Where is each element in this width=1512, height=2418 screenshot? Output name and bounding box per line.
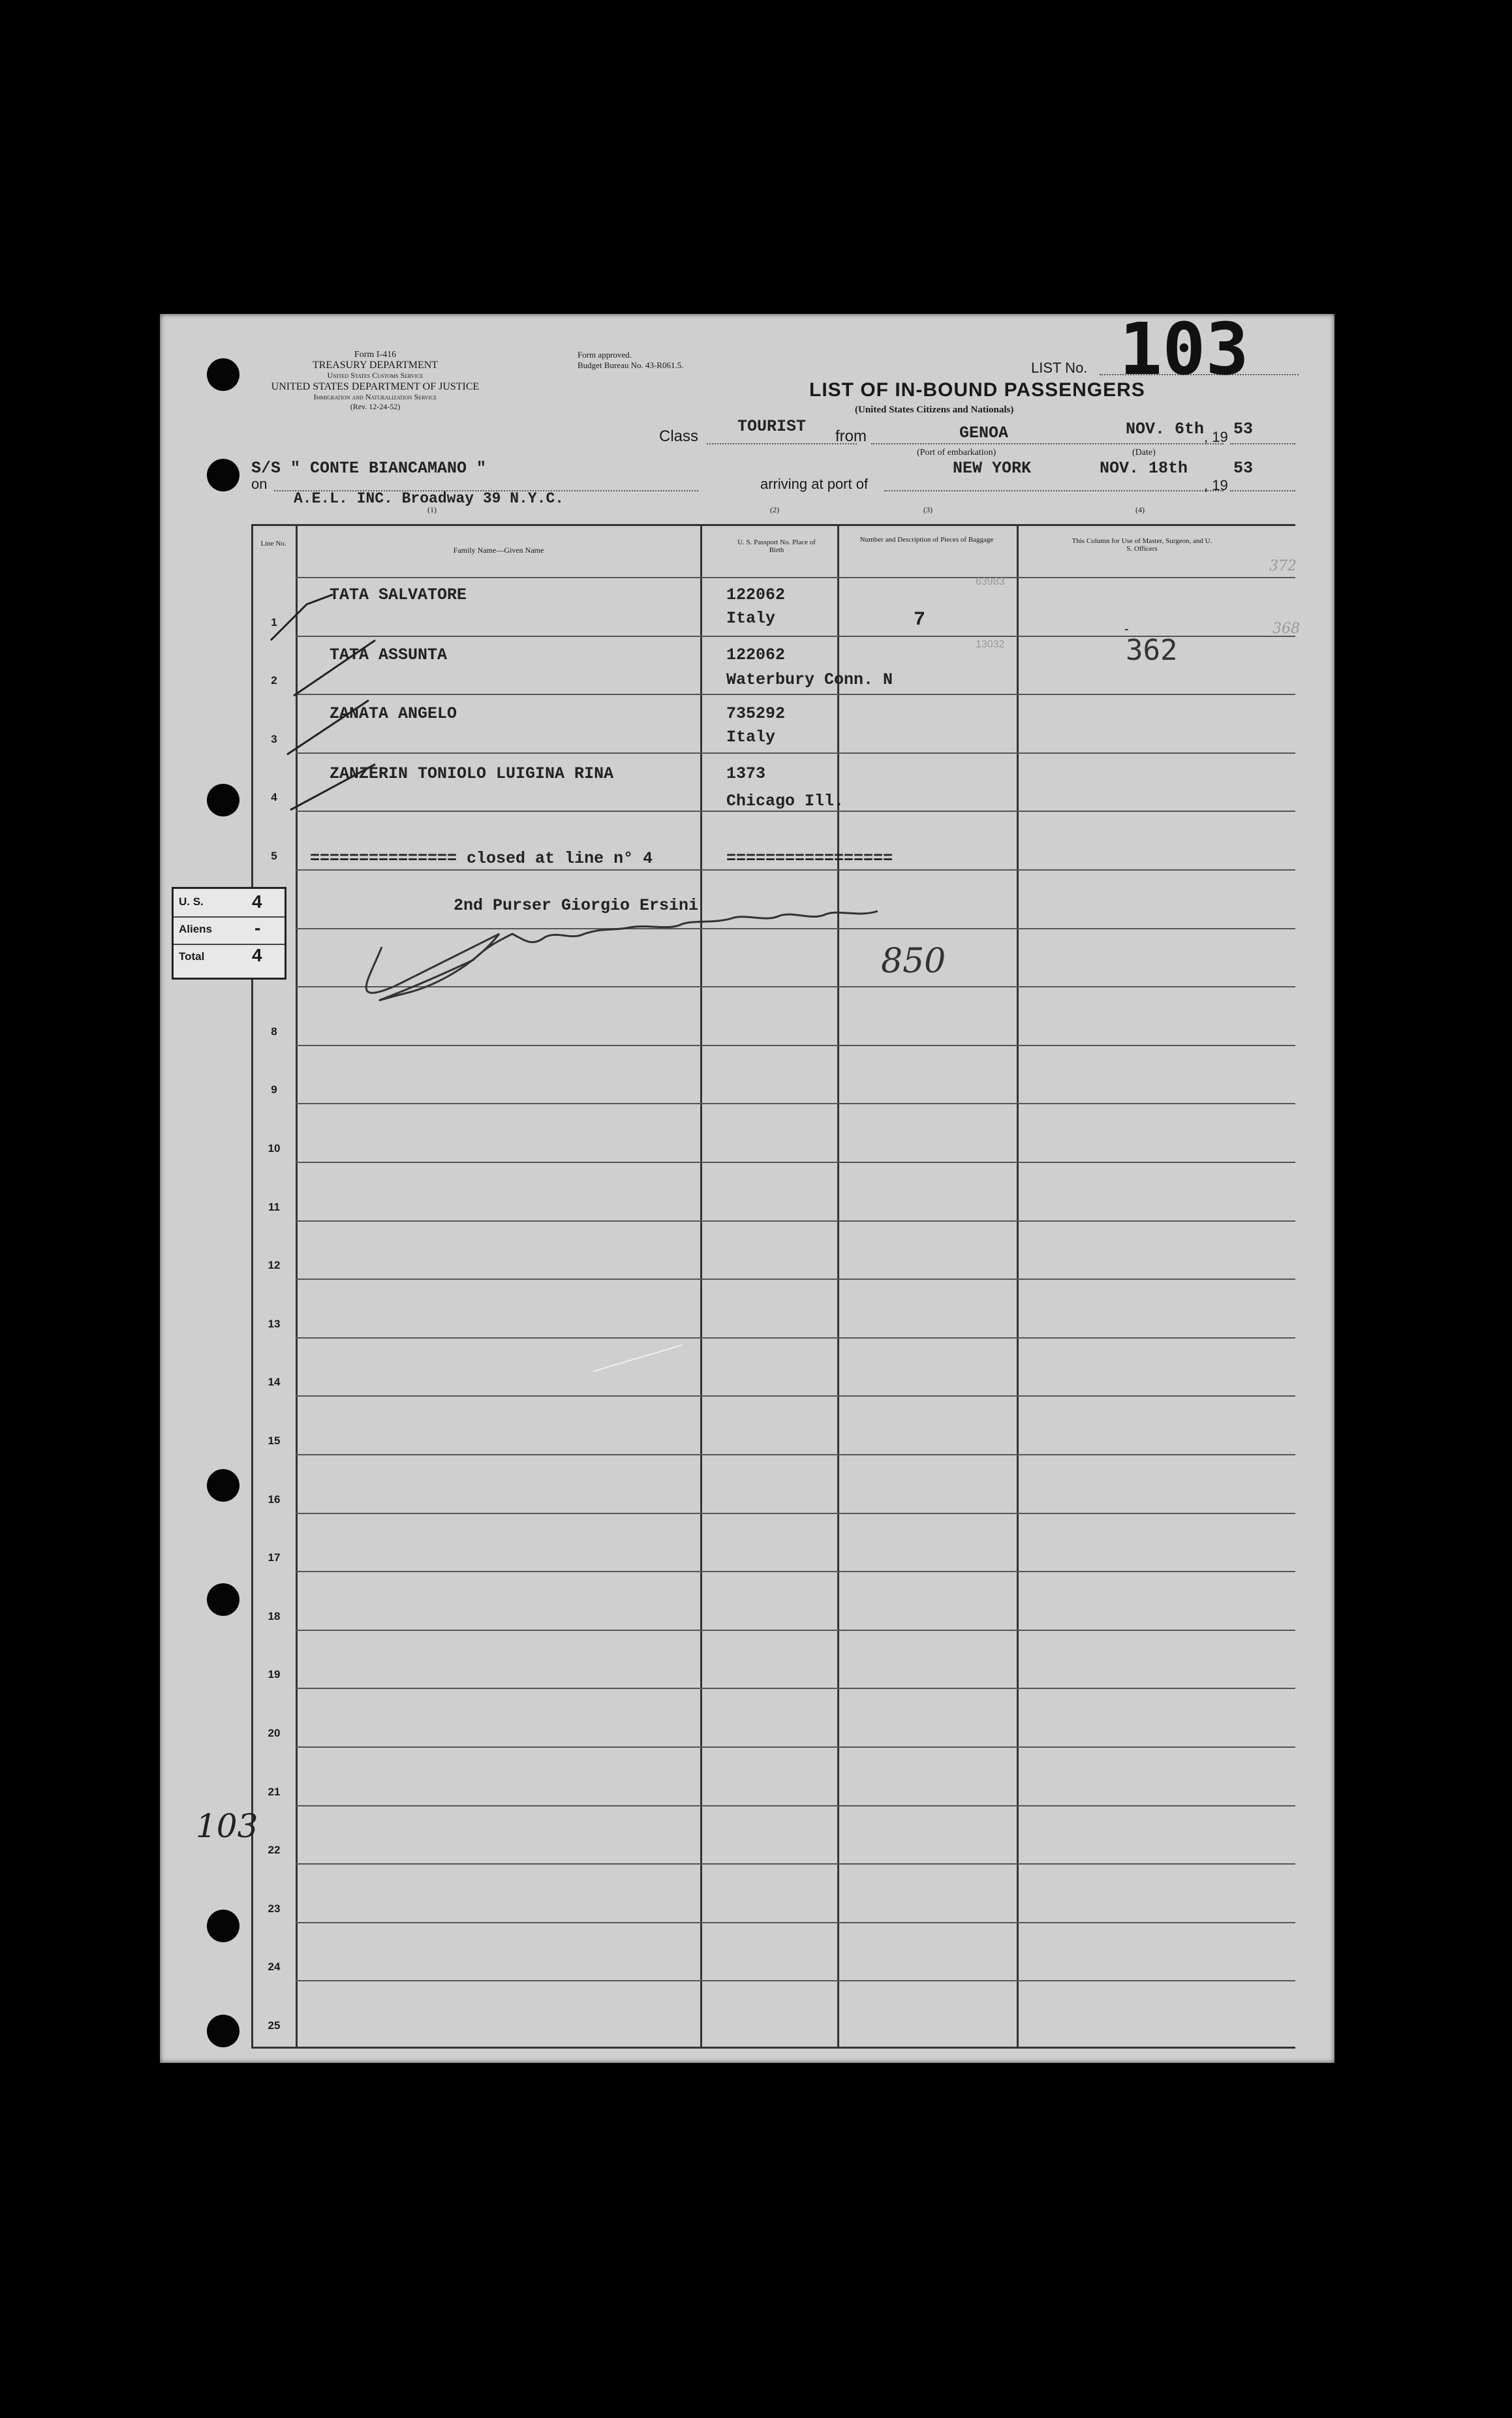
birth-place-3: Italy	[726, 728, 776, 747]
stamp-us-label: U. S.	[179, 895, 204, 908]
line-number: 10	[268, 1142, 281, 1155]
date-caption: (Date)	[1132, 448, 1156, 457]
class-value: TOURIST	[737, 417, 807, 436]
customs-service: United States Customs Service	[327, 371, 424, 380]
passport-number-2: 122062	[726, 645, 786, 664]
row-line	[296, 1688, 1295, 1689]
line-number: 19	[268, 1668, 281, 1681]
arrival-year: 53	[1233, 459, 1254, 478]
header-officers: This Column for Use of Master, Surgeon, and U. S. Officers	[1072, 537, 1212, 553]
stamp-total-value: 4	[252, 945, 262, 965]
closed-dashes: =================	[726, 849, 893, 868]
stamp-aliens-label: Aliens	[179, 923, 213, 935]
departure-date: NOV. 6th	[1126, 420, 1205, 439]
ship-name: S/S " CONTE BIANCAMANO "	[251, 459, 487, 478]
line-number: 15	[268, 1434, 281, 1447]
handwritten-page-103: 103	[196, 1807, 258, 1845]
passenger-name-3: ZANATA ANGELO	[330, 704, 457, 723]
faint-number-1: 63983	[976, 576, 1005, 587]
on-label: on	[251, 476, 268, 492]
row-line	[296, 1395, 1295, 1397]
row-line	[296, 1863, 1295, 1865]
passenger-name-4: ZANZERIN TONIOLO LUIGINA RINA	[330, 764, 614, 783]
row-line	[296, 869, 1295, 871]
line-number: 20	[268, 1727, 281, 1739]
header-passport: U. S. Passport No. Place of Birth	[737, 538, 816, 555]
row-line	[296, 1337, 1295, 1339]
passport-number-3: 735292	[726, 704, 786, 723]
manifest-page: Form I-416 TREASURY DEPARTMENT United States Customs Service UNITED STATES DEPARTMENT OF JUSTICE Immigration and Naturalization Service (Rev. 12-24-52) Form approved. Budget Bureau No. 43-R061.5. LIST OF IN-BOUND PASSENGERS (United States Citizens and Nationals) LIST No. 103 Class TOURIST from GENOA NOV. 6th , 19 53 (Port of embarkation) (Date) S/S " CONTE BIANCAMANO " on arriving at port of NEW YORK NOV. 18th , 19 53 A.E.L. INC. Broadway 39 N.Y.C. (1) (2) (3) (4) Line No. Family Name—Given Name U. S. Passport No. Place of Birth Number and Description of Pieces of Baggage This Column for Use of Master, Surgeon, and U. S. Officers 1 2 3 4 5 8 9 10 11 12 13 14 15 16 17 18 19 20 21 22 23 24 25 TATA SALVATORE 122062 Italy 7 TATA ASSUNTA 122062 Waterbury Conn. N ZANATA ANGELO 735292 Italy ZANZERIN TONIOLO LUIGINA RINA 1373 Chicago Ill. =============== closed at line n° 4 ================= 2nd Purser Giorgio Ersini 362 - 372 368 63983 13032 850 103 U. S. 4 Aliens - Total 4	[160, 314, 1335, 2063]
purser-name: 2nd Purser Giorgio Ersini	[454, 896, 699, 915]
line-number: 4	[271, 791, 277, 803]
revision-date: (Rev. 12-24-52)	[350, 402, 401, 411]
stamp-us-value: 4	[252, 891, 262, 912]
row-line	[296, 1805, 1295, 1806]
officer-number: 362	[1126, 634, 1178, 667]
row-line	[296, 1571, 1295, 1572]
row-line	[296, 1220, 1295, 1222]
table-bottom-border	[251, 2047, 1295, 2049]
binder-hole	[207, 459, 239, 491]
binder-hole	[207, 2015, 239, 2047]
row-line	[296, 1454, 1295, 1455]
from-port: GENOA	[959, 424, 1009, 442]
line-number: 17	[268, 1551, 281, 1564]
form-title: LIST OF IN-BOUND PASSENGERS	[809, 379, 1145, 401]
class-label: Class	[659, 427, 699, 445]
passenger-name-2: TATA ASSUNTA	[330, 645, 448, 664]
binder-hole	[207, 1469, 239, 1502]
binder-hole	[207, 1583, 239, 1616]
arriving-label: arriving at port of	[760, 476, 869, 492]
line-number: 25	[268, 2019, 281, 2032]
header-line-no: Line No.	[260, 540, 286, 548]
birth-place-2: Waterbury Conn. N	[726, 670, 893, 689]
row-line	[296, 1045, 1295, 1046]
list-no-label: LIST No.	[1031, 360, 1088, 376]
line-number: 5	[271, 850, 277, 862]
stray-mark	[594, 1345, 682, 1371]
row-line	[296, 1980, 1295, 1981]
line-number: 18	[268, 1610, 281, 1622]
from-label: from	[835, 427, 867, 445]
row-line	[296, 1513, 1295, 1514]
line-number: 23	[268, 1902, 281, 1915]
handwritten-850: 850	[881, 942, 946, 981]
treasury-department: TREASURY DEPARTMENT	[312, 360, 439, 371]
row-line	[296, 1279, 1295, 1280]
arrival-port: NEW YORK	[953, 459, 1032, 478]
passport-number-1: 122062	[726, 585, 786, 604]
stamp-aliens-value: -	[255, 918, 261, 938]
ins-service: Immigration and Naturalization Service	[313, 392, 437, 401]
header-bottom-line	[296, 577, 1295, 578]
annotation-layer	[160, 314, 1335, 2063]
line-number: 16	[268, 1493, 281, 1506]
line-number: 14	[268, 1376, 281, 1388]
baggage-count-1: 7	[914, 609, 926, 631]
header-family-name: Family Name—Given Name	[453, 546, 544, 555]
port-embarkation-caption: (Port of embarkation)	[917, 448, 996, 457]
row-line	[296, 1922, 1295, 1923]
justice-department: UNITED STATES DEPARTMENT OF JUSTICE	[271, 381, 480, 392]
margin-note-372: 372	[1269, 558, 1297, 574]
faint-number-2: 13032	[976, 639, 1005, 650]
row-line	[296, 1630, 1295, 1631]
row-line	[296, 986, 1295, 987]
stamp-total-label: Total	[179, 950, 205, 963]
binder-hole	[207, 784, 239, 816]
binder-hole	[207, 358, 239, 391]
line-number: 8	[271, 1025, 277, 1038]
passenger-name-1: TATA SALVATORE	[330, 585, 467, 604]
line-number: 21	[268, 1786, 281, 1798]
line-number: 2	[271, 674, 277, 687]
birth-place-4: Chicago Ill.	[726, 792, 844, 811]
row-line	[296, 928, 1295, 929]
line-number: 11	[268, 1201, 280, 1213]
line-number: 9	[271, 1083, 277, 1096]
form-subtitle: (United States Citizens and Nationals)	[855, 405, 1014, 415]
row-line	[296, 811, 1295, 812]
row-line	[296, 694, 1295, 695]
row-line	[296, 1746, 1295, 1748]
line-number: 12	[268, 1259, 281, 1271]
form-number: Form I-416	[354, 350, 397, 360]
list-number: 103	[1119, 307, 1249, 391]
row-line	[296, 1103, 1295, 1104]
line-number: 22	[268, 1844, 281, 1856]
shipping-agent: A.E.L. INC. Broadway 39 N.Y.C.	[294, 490, 564, 507]
column-number-1: (1)	[427, 505, 437, 514]
table-top-border	[251, 524, 1295, 526]
arrival-date: NOV. 18th	[1100, 459, 1188, 478]
column-number-2: (2)	[770, 505, 779, 514]
line-number: 1	[271, 616, 277, 628]
row-line	[296, 752, 1295, 754]
binder-hole	[207, 1910, 239, 1942]
closed-at-line: =============== closed at line n° 4	[310, 849, 653, 868]
birth-place-1: Italy	[726, 609, 776, 628]
header-baggage: Number and Description of Pieces of Baggage	[859, 536, 994, 544]
column-number-4: (4)	[1135, 505, 1145, 514]
line-number: 13	[268, 1318, 281, 1330]
column-number-3: (3)	[923, 505, 933, 514]
row-line	[296, 1162, 1295, 1163]
line-number: 24	[268, 1961, 281, 1973]
form-approved: Form approved.	[578, 350, 632, 360]
budget-bureau: Budget Bureau No. 43-R061.5.	[578, 360, 684, 370]
passport-number-4: 1373	[726, 764, 766, 783]
margin-note-368: 368	[1273, 621, 1300, 637]
count-stamp	[172, 887, 286, 980]
departure-year: 53	[1233, 420, 1254, 439]
line-number: 3	[271, 733, 277, 745]
